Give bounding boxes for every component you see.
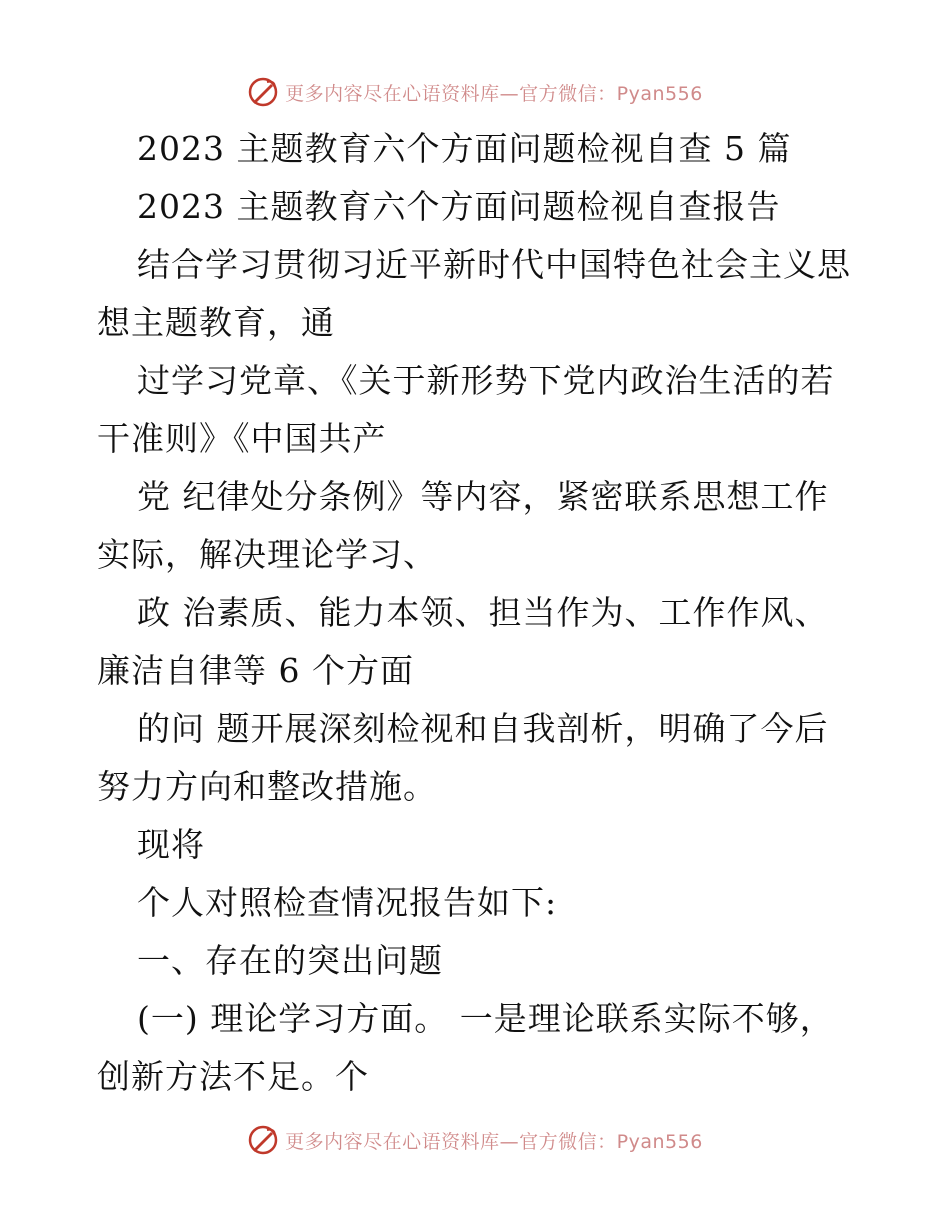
watermark-text: 更多内容尽在心语资料库—官方微信：Pyan556 xyxy=(285,82,703,105)
footer-watermark xyxy=(0,1120,950,1160)
watermark-text: 更多内容尽在心语资料库—官方微信：Pyan556 xyxy=(285,1130,703,1153)
section-heading: 一、存在的突出问题 xyxy=(137,941,443,980)
doc-line: 2023 主题教育六个方面问题检视自查 5 篇 xyxy=(137,129,792,168)
doc-line: 结合学习贯彻习近平新时代中国特色社会主义思 xyxy=(137,245,851,284)
doc-line: 实际，解决理论学习、 xyxy=(97,535,437,574)
doc-line: 想主题教育，通 xyxy=(97,303,335,342)
doc-line: 个人对照检查情况报告如下: xyxy=(137,883,558,922)
document-body xyxy=(97,120,857,1106)
doc-line: 干准则》《中国共产 xyxy=(97,419,387,458)
doc-line: 现将 xyxy=(137,825,205,864)
doc-line: (一) 理论学习方面。 一是理论联系实际不够， xyxy=(137,999,834,1038)
quill-pen-logo-icon xyxy=(247,76,279,108)
doc-line: 创新方法不足。个 xyxy=(97,1057,369,1096)
doc-line: 的问 题开展深刻检视和自我剖析，明确了今后 xyxy=(137,709,829,748)
doc-line: 努力方向和整改措施。 xyxy=(97,767,437,806)
quill-pen-logo-icon xyxy=(247,1124,279,1156)
doc-line: 廉洁自律等 6 个方面 xyxy=(97,651,414,690)
doc-line: 政 治素质、能力本领、担当作为、工作作风、 xyxy=(137,593,829,632)
header-watermark xyxy=(0,72,950,112)
doc-line: 党 纪律处分条例》等内容，紧密联系思想工作 xyxy=(137,477,829,516)
doc-line: 2023 主题教育六个方面问题检视自查报告 xyxy=(137,187,781,226)
doc-line: 过学习党章、《关于新形势下党内政治生活的若 xyxy=(137,361,835,400)
